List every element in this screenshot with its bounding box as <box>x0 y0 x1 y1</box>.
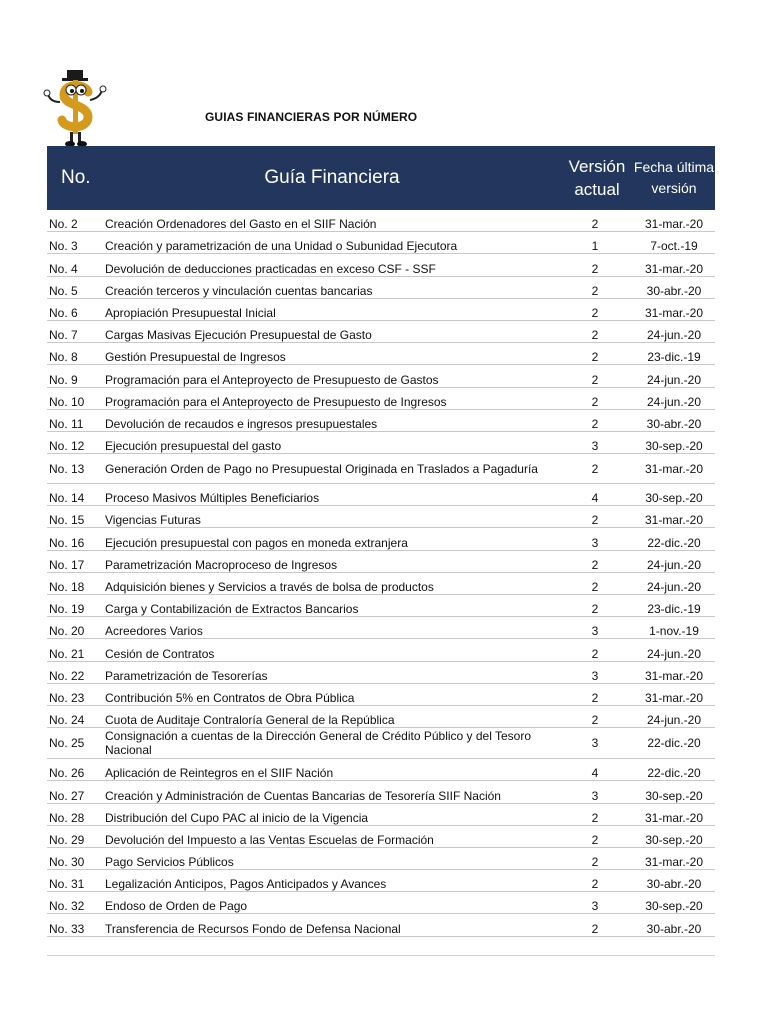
guide-number: No. 27 <box>47 781 103 803</box>
guide-date: 31-mar.-20 <box>633 254 715 276</box>
guide-number: No. 2 <box>47 210 103 232</box>
table-row <box>47 847 715 869</box>
guide-version: 2 <box>561 870 633 892</box>
guide-version: 3 <box>561 528 633 550</box>
financial-guides-table <box>47 146 715 937</box>
guide-number: No. 9 <box>47 365 103 387</box>
guide-version: 2 <box>561 572 633 594</box>
guide-number: No. 4 <box>47 254 103 276</box>
guide-date: 31-mar.-20 <box>633 298 715 320</box>
guide-number: No. 23 <box>47 683 103 705</box>
guide-name: Creación y parametrización de una Unidad o Subunidad Ejecutora <box>103 232 561 254</box>
guide-name: Gestión Presupuestal de Ingresos <box>103 343 561 365</box>
guide-version: 2 <box>561 254 633 276</box>
guide-name: Ejecución presupuestal con pagos en moneda extranjera <box>103 528 561 550</box>
header-date <box>633 146 715 210</box>
guide-name: Proceso Masivos Múltiples Beneficiarios <box>103 484 561 506</box>
guide-version: 3 <box>561 661 633 683</box>
guide-version: 1 <box>561 232 633 254</box>
header-version-line2: actual <box>574 180 620 199</box>
guide-version: 4 <box>561 759 633 781</box>
header-version <box>561 146 633 210</box>
table-row <box>47 781 715 803</box>
guide-version: 2 <box>561 595 633 617</box>
table-row <box>47 320 715 342</box>
header-number: No. <box>47 146 103 210</box>
table-row <box>47 506 715 528</box>
guide-name: Contribución 5% en Contratos de Obra Pública <box>103 683 561 705</box>
guide-version: 2 <box>561 298 633 320</box>
guide-number: No. 18 <box>47 572 103 594</box>
table-row <box>47 528 715 550</box>
guide-number: No. 8 <box>47 343 103 365</box>
guide-version: 2 <box>561 803 633 825</box>
guide-number: No. 16 <box>47 528 103 550</box>
guide-number: No. 11 <box>47 409 103 431</box>
table-row <box>47 639 715 661</box>
guide-date: 30-sep.-20 <box>633 825 715 847</box>
guide-version: 3 <box>561 781 633 803</box>
guide-number: No. 28 <box>47 803 103 825</box>
guide-version: 3 <box>561 892 633 914</box>
guide-number: No. 3 <box>47 232 103 254</box>
table-row <box>47 254 715 276</box>
guide-number: No. 21 <box>47 639 103 661</box>
guide-date: 7-oct.-19 <box>633 232 715 254</box>
guide-version: 4 <box>561 484 633 506</box>
guide-number: No. 24 <box>47 705 103 727</box>
guide-name: Aplicación de Reintegros en el SIIF Nación <box>103 759 561 781</box>
table-row <box>47 343 715 365</box>
guide-date: 31-mar.-20 <box>633 210 715 232</box>
guide-name: Parametrización Macroproceso de Ingresos <box>103 550 561 572</box>
guide-number: No. 10 <box>47 387 103 409</box>
guide-date: 22-dic.-20 <box>633 728 715 759</box>
guide-date: 24-jun.-20 <box>633 320 715 342</box>
guide-version: 2 <box>561 683 633 705</box>
guide-version: 3 <box>561 617 633 639</box>
guide-version: 2 <box>561 705 633 727</box>
table-row <box>47 683 715 705</box>
guide-date: 30-abr.-20 <box>633 276 715 298</box>
header-guide: Guía Financiera <box>103 146 561 210</box>
guide-name: Adquisición bienes y Servicios a través de bolsa de productos <box>103 572 561 594</box>
guide-number: No. 13 <box>47 454 103 484</box>
guide-version: 2 <box>561 276 633 298</box>
guide-date: 24-jun.-20 <box>633 705 715 727</box>
guide-version: 2 <box>561 825 633 847</box>
guide-number: No. 31 <box>47 870 103 892</box>
guide-version: 2 <box>561 387 633 409</box>
guide-date: 24-jun.-20 <box>633 387 715 409</box>
table-row <box>47 232 715 254</box>
guide-version: 2 <box>561 365 633 387</box>
guide-name: Legalización Anticipos, Pagos Anticipados y Avances <box>103 870 561 892</box>
guide-name: Creación Ordenadores del Gasto en el SIIF Nación <box>103 210 561 232</box>
guide-version: 2 <box>561 320 633 342</box>
guide-version: 2 <box>561 210 633 232</box>
guide-name: Cargas Masivas Ejecución Presupuestal de Gasto <box>103 320 561 342</box>
table-row <box>47 759 715 781</box>
guide-name: Cesión de Contratos <box>103 639 561 661</box>
bottom-divider <box>47 955 715 956</box>
guide-date: 23-dic.-19 <box>633 595 715 617</box>
guide-number: No. 6 <box>47 298 103 320</box>
guide-number: No. 17 <box>47 550 103 572</box>
guide-version: 3 <box>561 431 633 453</box>
guide-number: No. 7 <box>47 320 103 342</box>
table-row <box>47 484 715 506</box>
guide-number: No. 26 <box>47 759 103 781</box>
table-row <box>47 728 715 759</box>
guide-date: 24-jun.-20 <box>633 572 715 594</box>
table-row <box>47 825 715 847</box>
guide-version: 2 <box>561 343 633 365</box>
guide-number: No. 12 <box>47 431 103 453</box>
guide-date: 31-mar.-20 <box>633 506 715 528</box>
table-header-row <box>47 146 715 210</box>
guide-date: 22-dic.-20 <box>633 528 715 550</box>
guide-name: Ejecución presupuestal del gasto <box>103 431 561 453</box>
guide-number: No. 20 <box>47 617 103 639</box>
guide-date: 31-mar.-20 <box>633 847 715 869</box>
guide-number: No. 19 <box>47 595 103 617</box>
table-row <box>47 892 715 914</box>
guide-number: No. 32 <box>47 892 103 914</box>
guide-date: 30-abr.-20 <box>633 914 715 936</box>
guide-name: Parametrización de Tesorerías <box>103 661 561 683</box>
guide-date: 30-sep.-20 <box>633 484 715 506</box>
guide-date: 22-dic.-20 <box>633 759 715 781</box>
guide-date: 31-mar.-20 <box>633 683 715 705</box>
document-title: GUIAS FINANCIERAS POR NÚMERO <box>205 110 418 124</box>
guide-version: 2 <box>561 639 633 661</box>
table-row <box>47 298 715 320</box>
table-row <box>47 387 715 409</box>
guide-number: No. 29 <box>47 825 103 847</box>
guide-name: Endoso de Orden de Pago <box>103 892 561 914</box>
guide-name: Apropiación Presupuestal Inicial <box>103 298 561 320</box>
table-row <box>47 914 715 936</box>
table-body <box>47 210 715 936</box>
guide-name: Carga y Contabilización de Extractos Bancarios <box>103 595 561 617</box>
table-row <box>47 454 715 484</box>
guide-number: No. 14 <box>47 484 103 506</box>
guide-name: Creación terceros y vinculación cuentas bancarias <box>103 276 561 298</box>
guide-date: 30-sep.-20 <box>633 892 715 914</box>
guide-date: 23-dic.-19 <box>633 343 715 365</box>
guide-name: Vigencias Futuras <box>103 506 561 528</box>
table-row <box>47 572 715 594</box>
table-row <box>47 431 715 453</box>
guide-name: Programación para el Anteproyecto de Presupuesto de Ingresos <box>103 387 561 409</box>
guide-name: Acreedores Varios <box>103 617 561 639</box>
header-date-line1: Fecha última <box>633 159 715 175</box>
guide-number: No. 33 <box>47 914 103 936</box>
guide-date: 31-mar.-20 <box>633 661 715 683</box>
guide-date: 31-mar.-20 <box>633 454 715 484</box>
guide-name: Distribución del Cupo PAC al inicio de la Vigencia <box>103 803 561 825</box>
table-row <box>47 210 715 232</box>
guide-name: Transferencia de Recursos Fondo de Defensa Nacional <box>103 914 561 936</box>
guide-date: 30-sep.-20 <box>633 431 715 453</box>
guide-version: 2 <box>561 914 633 936</box>
guide-name: Generación Orden de Pago no Presupuestal Originada en Traslados a Pagaduría <box>103 454 561 484</box>
guide-name: Cuota de Auditaje Contraloría General de la República <box>103 705 561 727</box>
table-row <box>47 661 715 683</box>
guide-date: 24-jun.-20 <box>633 365 715 387</box>
header-version-line1: Versión <box>568 157 626 176</box>
guide-date: 30-sep.-20 <box>633 781 715 803</box>
guide-date: 24-jun.-20 <box>633 550 715 572</box>
guide-number: No. 5 <box>47 276 103 298</box>
guide-name: Devolución de deducciones practicadas en exceso CSF - SSF <box>103 254 561 276</box>
guide-date: 24-jun.-20 <box>633 639 715 661</box>
table-row <box>47 595 715 617</box>
guide-date: 30-abr.-20 <box>633 870 715 892</box>
table-row <box>47 550 715 572</box>
guide-date: 31-mar.-20 <box>633 803 715 825</box>
table-row <box>47 870 715 892</box>
guide-name: Creación y Administración de Cuentas Bancarias de Tesorería SIIF Nación <box>103 781 561 803</box>
guide-name: Devolución del Impuesto a las Ventas Escuelas de Formación <box>103 825 561 847</box>
guide-version: 2 <box>561 847 633 869</box>
guide-name: Programación para el Anteproyecto de Presupuesto de Gastos <box>103 365 561 387</box>
table-row <box>47 705 715 727</box>
table-row <box>47 617 715 639</box>
table-row <box>47 276 715 298</box>
guide-number: No. 22 <box>47 661 103 683</box>
guide-number: No. 30 <box>47 847 103 869</box>
guide-name: Pago Servicios Públicos <box>103 847 561 869</box>
guide-version: 2 <box>561 550 633 572</box>
guide-version: 2 <box>561 454 633 484</box>
header-date-line2: versión <box>651 180 697 196</box>
table-row <box>47 365 715 387</box>
table-row <box>47 409 715 431</box>
table-row <box>47 803 715 825</box>
dollar-mascot-logo <box>42 68 110 148</box>
guide-number: No. 25 <box>47 728 103 759</box>
guide-date: 1-nov.-19 <box>633 617 715 639</box>
guide-version: 3 <box>561 728 633 759</box>
guide-name: Consignación a cuentas de la Dirección General de Crédito Público y del Tesoro Nacional <box>103 728 561 759</box>
guide-name: Devolución de recaudos e ingresos presupuestales <box>103 409 561 431</box>
guide-version: 2 <box>561 506 633 528</box>
guide-date: 30-abr.-20 <box>633 409 715 431</box>
guide-version: 2 <box>561 409 633 431</box>
guide-number: No. 15 <box>47 506 103 528</box>
